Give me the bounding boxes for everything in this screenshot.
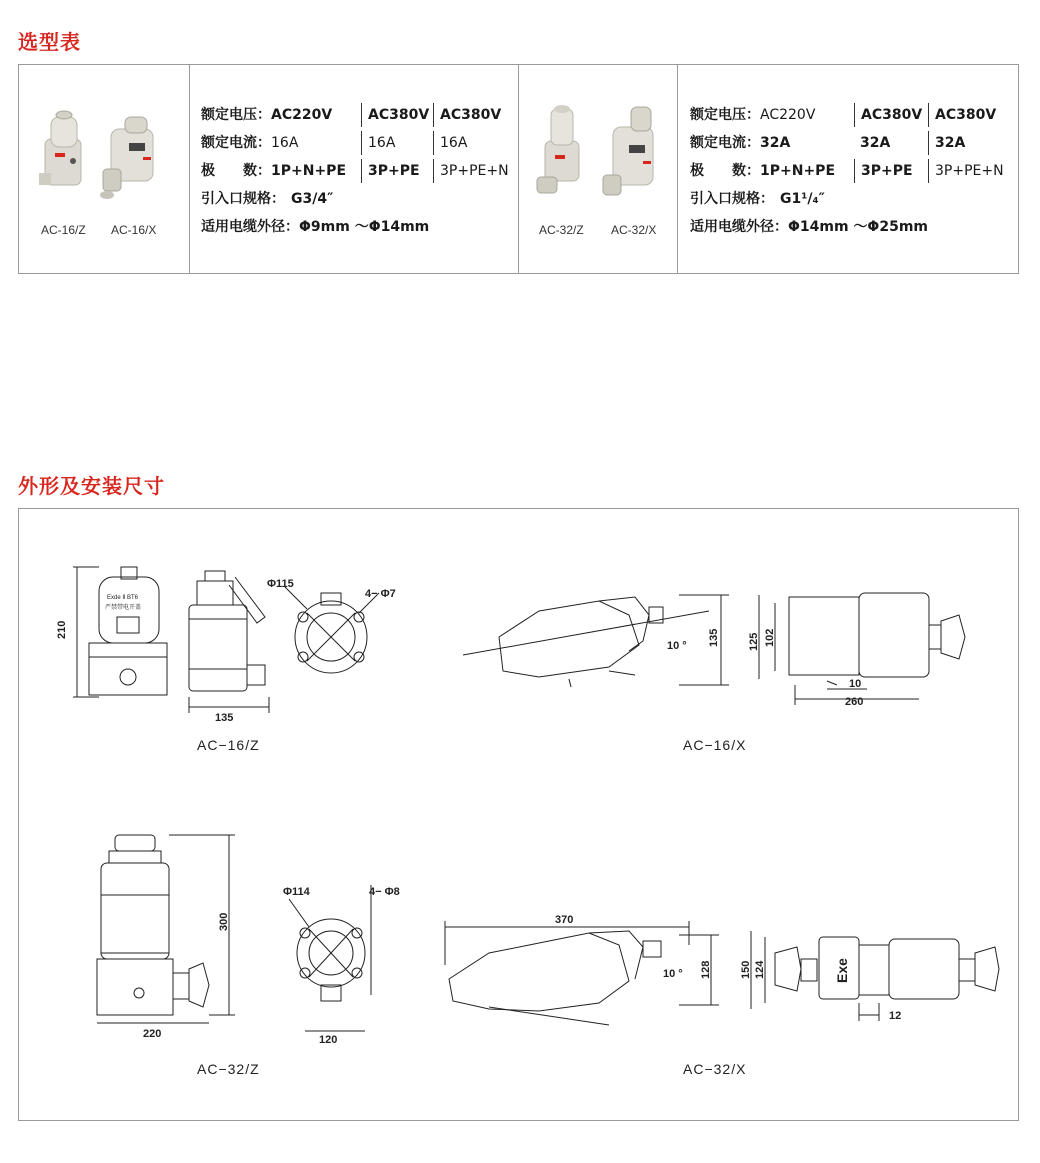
ac32x-drawing (429, 905, 1009, 1035)
poles-value: 3P+PE+N (433, 159, 509, 183)
dim-10-label: 10 (849, 678, 862, 690)
ac32x-title: AC−32/X (683, 1061, 747, 1077)
dim-angle-label: 10 ° (667, 640, 687, 652)
voltage-value: AC220V (271, 107, 333, 123)
dim-124-label: 124 (754, 960, 766, 979)
dim-125-label: 125 (748, 632, 760, 651)
dim-holes-label: 4− Φ7 (365, 588, 396, 600)
dim-height-label: 210 (56, 620, 68, 639)
voltage-value: AC220V (760, 107, 816, 123)
voltage-label: 额定电压： (201, 107, 271, 123)
dim-150-label: 150 (740, 960, 752, 979)
ac16x-plug-image (100, 117, 153, 199)
ac16-product-photo (33, 101, 183, 221)
voltage-value: AC380V (928, 103, 996, 127)
poles-value: 3P+PE (854, 159, 913, 183)
dim-120-label: 120 (319, 1034, 338, 1046)
cable-value: Φ14mm ～Φ25mm (788, 219, 928, 235)
dim-135-label: 135 (708, 628, 720, 647)
dim-128-label: 128 (700, 960, 712, 979)
current-label: 额定电流： (690, 135, 760, 151)
current-value: 32A (928, 131, 965, 155)
cable-value: Φ9mm ～Φ14mm (299, 219, 430, 235)
current-value: 16A (271, 135, 299, 151)
ac32x-plug-image (603, 107, 653, 195)
ac16x-title: AC−16/X (683, 737, 747, 753)
ac16x-drawing (459, 575, 979, 715)
cable-label: 适用电缆外径： (690, 219, 788, 235)
dim-102-label: 102 (764, 628, 776, 647)
table-divider (189, 65, 190, 273)
dim-angle-label: 10 ° (663, 968, 683, 980)
current-value: 32A (860, 135, 891, 151)
current-value: 16A (361, 131, 395, 155)
dim-12-label: 12 (889, 1010, 902, 1022)
ac32z-socket-image (537, 105, 579, 193)
entry-label: 引入口规格： (690, 191, 774, 207)
poles-value: 1P+N+PE (271, 163, 347, 179)
dim-height-label: 300 (218, 912, 230, 931)
ac32z-top-view (289, 885, 371, 1031)
spec-block-ac16 (201, 101, 519, 241)
selection-heading: 选型表 (18, 30, 81, 54)
ac16z-socket-image (39, 111, 81, 185)
ac32x-front-view (751, 931, 999, 1021)
ac16x-side-view (463, 595, 729, 687)
poles-value: 1P+N+PE (760, 163, 836, 179)
ac32z-front-view (97, 835, 235, 1023)
poles-value: 3P+PE+N (928, 159, 1004, 183)
current-value: 16A (433, 131, 467, 155)
current-value: 32A (760, 135, 791, 151)
dimensions-panel (18, 508, 1019, 1121)
nameplate-text: Exde Ⅱ BT6 (107, 595, 138, 601)
model-caption: AC-32/X (611, 223, 657, 237)
ac32z-title: AC−32/Z (197, 1061, 260, 1077)
poles-label: 极 数： (690, 163, 760, 179)
exe-mark: Exe (834, 958, 850, 983)
nameplate-text: 严禁带电开盖 (105, 605, 142, 611)
ac16z-drawing (56, 557, 419, 727)
ac32z-drawing (79, 825, 419, 1046)
poles-value: 3P+PE (361, 159, 420, 183)
cable-label: 适用电缆外径： (201, 219, 299, 235)
ac16z-title: AC−16/Z (197, 737, 260, 753)
voltage-value: AC380V (854, 103, 922, 127)
voltage-label: 额定电压： (690, 107, 760, 123)
selection-table (18, 64, 1019, 274)
voltage-value: AC380V (433, 103, 501, 127)
dim-diameter-label: Φ115 (267, 578, 294, 590)
entry-value: G1¹/₄″ (780, 191, 825, 207)
dim-holes-label: 4− Φ8 (369, 886, 400, 898)
dim-diameter-label: Φ114 (283, 886, 310, 898)
entry-value: G3/4″ (291, 191, 334, 207)
entry-label: 引入口规格： (201, 191, 285, 207)
model-caption: AC-16/Z (41, 223, 86, 237)
poles-label: 极 数： (201, 163, 271, 179)
voltage-value: AC380V (361, 103, 429, 127)
dim-260-label: 260 (845, 696, 864, 708)
dim-width-label: 135 (215, 712, 234, 724)
current-label: 额定电流： (201, 135, 271, 151)
model-caption: AC-16/X (111, 223, 157, 237)
dimensions-heading: 外形及安装尺寸 (18, 474, 165, 498)
model-caption: AC-32/Z (539, 223, 584, 237)
spec-block-ac32 (690, 101, 1015, 241)
ac16z-front-view (73, 567, 167, 697)
dim-width-label: 220 (143, 1028, 162, 1040)
dim-370-label: 370 (555, 914, 574, 926)
ac16z-side-view (189, 571, 269, 713)
ac32-product-photo (531, 101, 681, 221)
ac16x-front-view (759, 593, 965, 705)
